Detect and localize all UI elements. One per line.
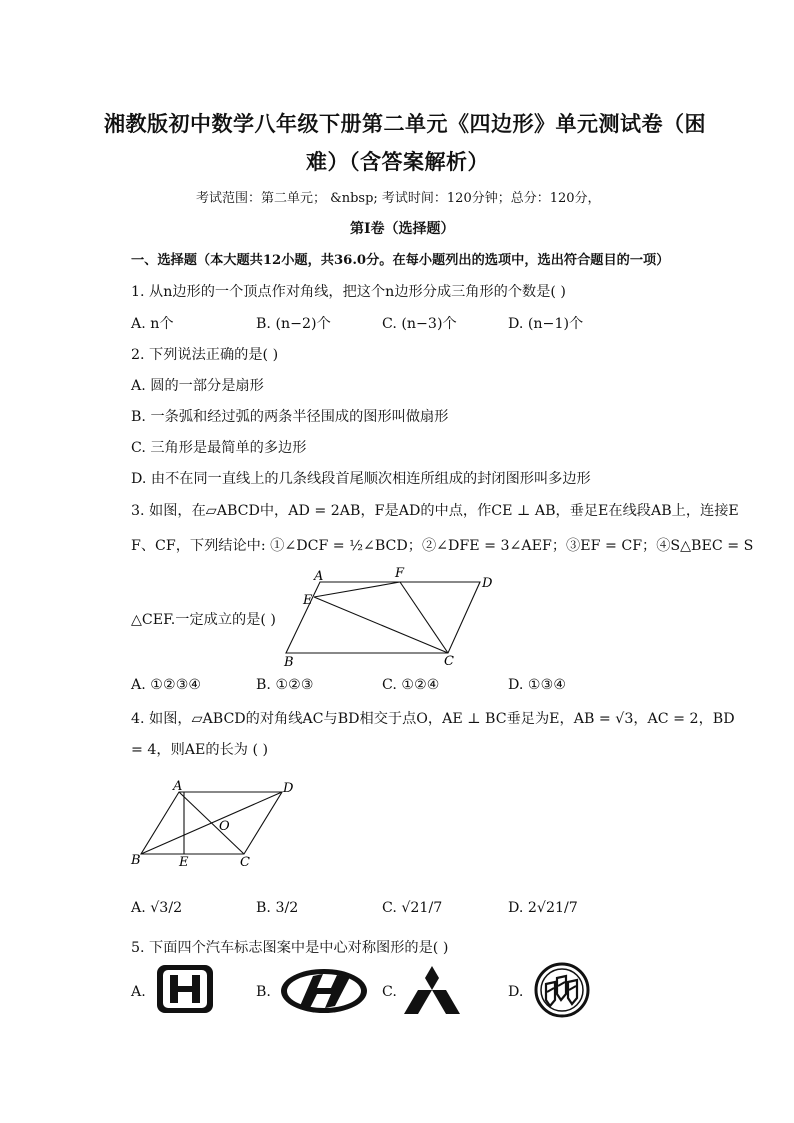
q3-label-d: D xyxy=(482,576,493,591)
q1-option-c: C. (n−3)个 xyxy=(382,316,457,332)
q4-option-a: A. √3/2 xyxy=(131,900,183,916)
q3-parallelogram xyxy=(286,582,480,653)
q2-option-a: A. 圆的一部分是扇形 xyxy=(131,378,264,394)
q4-label-a: A xyxy=(173,779,183,794)
q4-option-b: B. 3/2 xyxy=(256,900,299,916)
q5-option-b: B. xyxy=(256,984,271,1000)
q3-label-f: F xyxy=(395,566,405,581)
q4-label-d: D xyxy=(283,781,294,796)
q4-option-c: C. √21/7 xyxy=(382,900,443,916)
q1-option-a: A. n个 xyxy=(131,316,174,332)
question-4-line-1: 4. 如图，▱ABCD的对角线AC与BD相交于点O，AE ⊥ BC垂足为E，AB = √3，AC = 2，BD xyxy=(131,711,735,727)
q5-option-a: A. xyxy=(131,984,146,1000)
part-heading: 一、选择题（本大题共12小题，共36.0分。在每小题列出的选项中，选出符合题目的一项） xyxy=(131,253,670,268)
q5-option-c: C. xyxy=(382,984,397,1000)
q5-option-d: D. xyxy=(508,984,524,1000)
q3-label-b: B xyxy=(284,655,294,670)
q3-segment-fc xyxy=(400,582,448,653)
section-title: 第I卷（选择题） xyxy=(350,221,455,237)
hyundai-logo-icon xyxy=(280,968,368,1014)
mitsubishi-logo-icon xyxy=(404,964,460,1016)
question-1-stem: 1. 从n边形的一个顶点作对角线，把这个n边形分成三角形的个数是( ) xyxy=(131,284,566,300)
q2-option-c: C. 三角形是最简单的多边形 xyxy=(131,440,307,456)
exam-meta: 考试范围：第二单元； &nbsp; 考试时间：120分钟；总分：120分， xyxy=(196,191,601,206)
question-3-line-2: F、CF，下列结论中: ①∠DCF = ½∠BCD；②∠DFE = 3∠AEF；③EF = CF；④S△BEC = S xyxy=(131,538,754,554)
question-5-stem: 5. 下面四个汽车标志图案中是中心对称图形的是( ) xyxy=(131,940,449,956)
page-title-line-2: 难）（含答案解析） xyxy=(306,149,489,174)
q4-label-o: O xyxy=(219,819,230,834)
honda-logo-icon xyxy=(156,964,214,1014)
q4-option-d: D. 2√21/7 xyxy=(508,900,578,916)
q3-segment-ef xyxy=(314,582,400,597)
q1-option-d: D. (n−1)个 xyxy=(508,316,584,332)
q3-parallelogram-figure xyxy=(280,565,500,670)
question-3-line-3: △CEF.一定成立的是( ) xyxy=(131,612,276,628)
q3-option-d: D. ①③④ xyxy=(508,677,567,693)
buick-logo-icon xyxy=(532,962,592,1018)
question-3-line-1: 3. 如图，在▱ABCD中，AD = 2AB，F是AD的中点，作CE ⊥ AB，垂足E在线段AB上，连接E xyxy=(131,503,739,519)
q3-label-c: C xyxy=(444,654,454,669)
q4-parallelogram-figure xyxy=(128,778,303,870)
q4-diagonal-bd xyxy=(141,792,282,854)
page-title-line-1: 湘教版初中数学八年级下册第二单元《四边形》单元测试卷（困 xyxy=(104,111,706,136)
q3-option-b: B. ①②③ xyxy=(256,677,314,693)
q4-label-b: B xyxy=(131,853,141,868)
q3-segment-ec xyxy=(314,597,448,653)
q2-option-d: D. 由不在同一直线上的几条线段首尾顺次相连所组成的封闭图形叫多边形 xyxy=(131,471,591,487)
q3-label-e: E xyxy=(303,593,313,608)
question-2-stem: 2. 下列说法正确的是( ) xyxy=(131,347,279,363)
q3-option-a: A. ①②③④ xyxy=(131,677,202,693)
q3-option-c: C. ①②④ xyxy=(382,677,440,693)
question-4-line-2: = 4，则AE的长为 ( ) xyxy=(131,742,269,758)
q2-option-b: B. 一条弧和经过弧的两条半径围成的图形叫做扇形 xyxy=(131,409,449,425)
q3-label-a: A xyxy=(314,569,324,584)
q4-label-c: C xyxy=(240,855,250,870)
q4-label-e: E xyxy=(179,855,189,870)
q1-option-b: B. (n−2)个 xyxy=(256,316,331,332)
